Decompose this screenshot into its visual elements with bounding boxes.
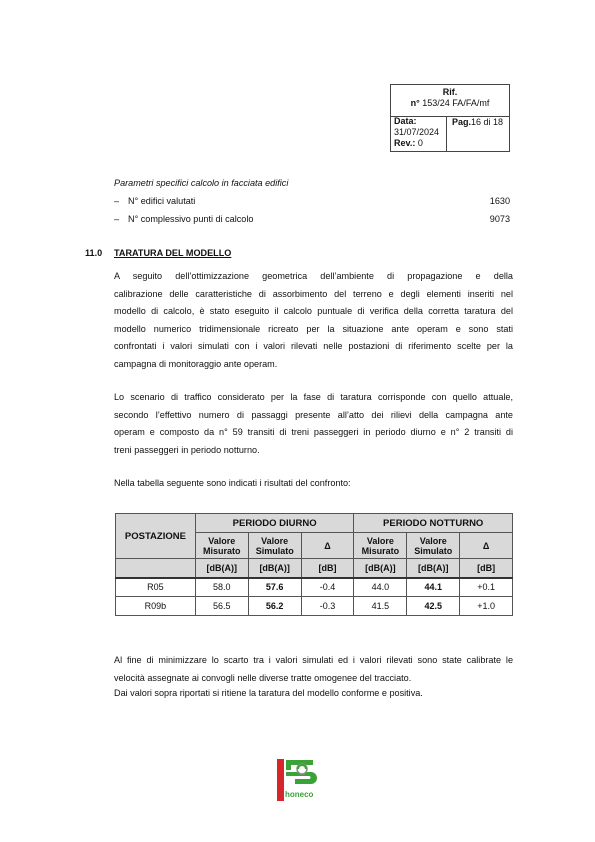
- header-simulated: [407, 533, 460, 559]
- cell-day-measured: 58.0: [195, 578, 248, 597]
- paragraph-line: treni passeggeri in periodo notturno.: [114, 444, 260, 455]
- header-unit: [dB(A)]: [248, 559, 301, 578]
- cell-day-measured: 56.5: [195, 597, 248, 616]
- cell-day-delta: -0.4: [301, 578, 354, 597]
- params-item-value: 1630: [489, 196, 510, 206]
- paragraph-line: velocità assegnate ai convogli nelle diverse tratte omogenee del tracciato.: [114, 672, 412, 683]
- reference-box: [390, 84, 510, 152]
- params-title: Parametri specifici calcolo in facciata edifici: [114, 178, 289, 188]
- header-delta: Δ: [460, 533, 513, 559]
- header-simulated-line: Simulato: [414, 545, 453, 556]
- header-unit: [dB(A)]: [407, 559, 460, 578]
- results-table: [115, 513, 513, 616]
- page-value: 16 di 18: [471, 117, 504, 127]
- paragraph-line: operam e composto da n° 59 transiti di treni passeggeri in periodo diurno e n° 2 transiti di: [114, 427, 513, 438]
- table-intro: Nella tabella seguente sono indicati i risultati del confronto:: [114, 478, 351, 488]
- paragraph-line: Lo scenario di traffico considerato per la fase di taratura corrisponde con quello attuale,: [114, 392, 513, 402]
- cell-night-measured: 41.5: [354, 597, 407, 616]
- logo-text: honeco: [285, 790, 314, 799]
- cell-day-simulated: 57.6: [248, 578, 301, 597]
- paragraph-line: Al fine di minimizzare lo scarto tra i valori simulati ed i valori rilevati sono state calibrate le: [114, 655, 513, 665]
- revision-label: Rev.:: [394, 138, 416, 148]
- table-row: [116, 597, 513, 616]
- phoneco-logo: [277, 757, 319, 803]
- cell-night-delta: +1.0: [460, 597, 513, 616]
- paragraph-line: campagna di monitoraggio ante operam.: [114, 358, 278, 369]
- header-measured: [354, 533, 407, 559]
- cell-postazione: R05: [116, 578, 196, 597]
- header-simulated-line: Valore: [419, 535, 447, 546]
- reference-page-cell: [447, 116, 509, 151]
- header-simulated: [248, 533, 301, 559]
- page-label: Pag.: [452, 117, 472, 127]
- paragraph-minimize: [114, 652, 513, 687]
- header-postazione: POSTAZIONE: [116, 514, 196, 559]
- reference-number: [391, 98, 509, 109]
- header-measured-line: Valore: [366, 535, 394, 546]
- header-unit: [dB]: [301, 559, 354, 578]
- header-simulated-line: Valore: [261, 535, 289, 546]
- header-unit: [dB(A)]: [195, 559, 248, 578]
- revision-value: 0: [417, 138, 423, 148]
- header-unit-empty: [116, 559, 196, 578]
- params-item-value: 9073: [489, 214, 510, 224]
- cell-night-simulated: 42.5: [407, 597, 460, 616]
- paragraph-calibration: [114, 268, 513, 374]
- table-row: [116, 578, 513, 597]
- section-number: 11.0: [85, 248, 103, 258]
- cell-day-simulated: 56.2: [248, 597, 301, 616]
- header-unit: [dB]: [460, 559, 513, 578]
- paragraph-traffic-scenario: [114, 389, 513, 459]
- paragraph-line: modello di calcolo, è stato eseguito il calcolo puntuale di verifica della corretta taratura del: [114, 306, 513, 317]
- cell-day-delta: -0.3: [301, 597, 354, 616]
- paragraph-line: secondo l’effettivo numero di passaggi presente all’atto dei rilievi della campagna ante: [114, 409, 513, 420]
- cell-postazione: R09b: [116, 597, 196, 616]
- paragraph-line: calibrazione delle caratteristiche di assorbimento del terreno e degli elementi inseriti nel: [114, 288, 513, 299]
- cell-night-delta: +0.1: [460, 578, 513, 597]
- reference-number-prefix: n°: [410, 98, 420, 108]
- header-simulated-line: Simulato: [255, 545, 294, 556]
- params-item-label: N° complessivo punti di calcolo: [128, 214, 254, 224]
- paragraph-line: confrontati i valori simulati con i valori rilevati nelle postazioni di riferimento scelte per la: [114, 341, 513, 352]
- header-measured: [195, 533, 248, 559]
- date-value: 31/07/2024: [394, 127, 440, 137]
- paragraph-line: modello numerico tridimensionale ricreato per la situazione ante operam e sono stati: [114, 323, 513, 334]
- date-label: Data:: [394, 116, 417, 126]
- paragraph-conclusion: Dai valori sopra riportati si ritiene la taratura del modello conforme e positiva.: [114, 688, 423, 698]
- params-item-label: N° edifici valutati: [128, 196, 196, 206]
- reference-number-value: 153/24 FA/FA/mf: [422, 98, 490, 108]
- header-measured-line: Misurato: [361, 545, 400, 556]
- header-period-night: PERIODO NOTTURNO: [354, 514, 513, 533]
- cell-night-simulated: 44.1: [407, 578, 460, 597]
- header-period-day: PERIODO DIURNO: [195, 514, 354, 533]
- reference-header: [391, 85, 509, 117]
- header-delta: Δ: [301, 533, 354, 559]
- paragraph-line: A seguito dell’ottimizzazione geometrica dell’ambiente di propagazione e della: [114, 271, 513, 281]
- reference-date-cell: [391, 116, 447, 151]
- header-measured-line: Misurato: [203, 545, 241, 556]
- header-measured-line: Valore: [208, 535, 236, 546]
- reference-label: Rif.: [442, 87, 458, 97]
- header-unit: [dB(A)]: [354, 559, 407, 578]
- section-title: TARATURA DEL MODELLO: [114, 248, 232, 258]
- cell-night-measured: 44.0: [354, 578, 407, 597]
- params-item-dash: –: [114, 214, 120, 224]
- params-item-dash: –: [114, 196, 120, 206]
